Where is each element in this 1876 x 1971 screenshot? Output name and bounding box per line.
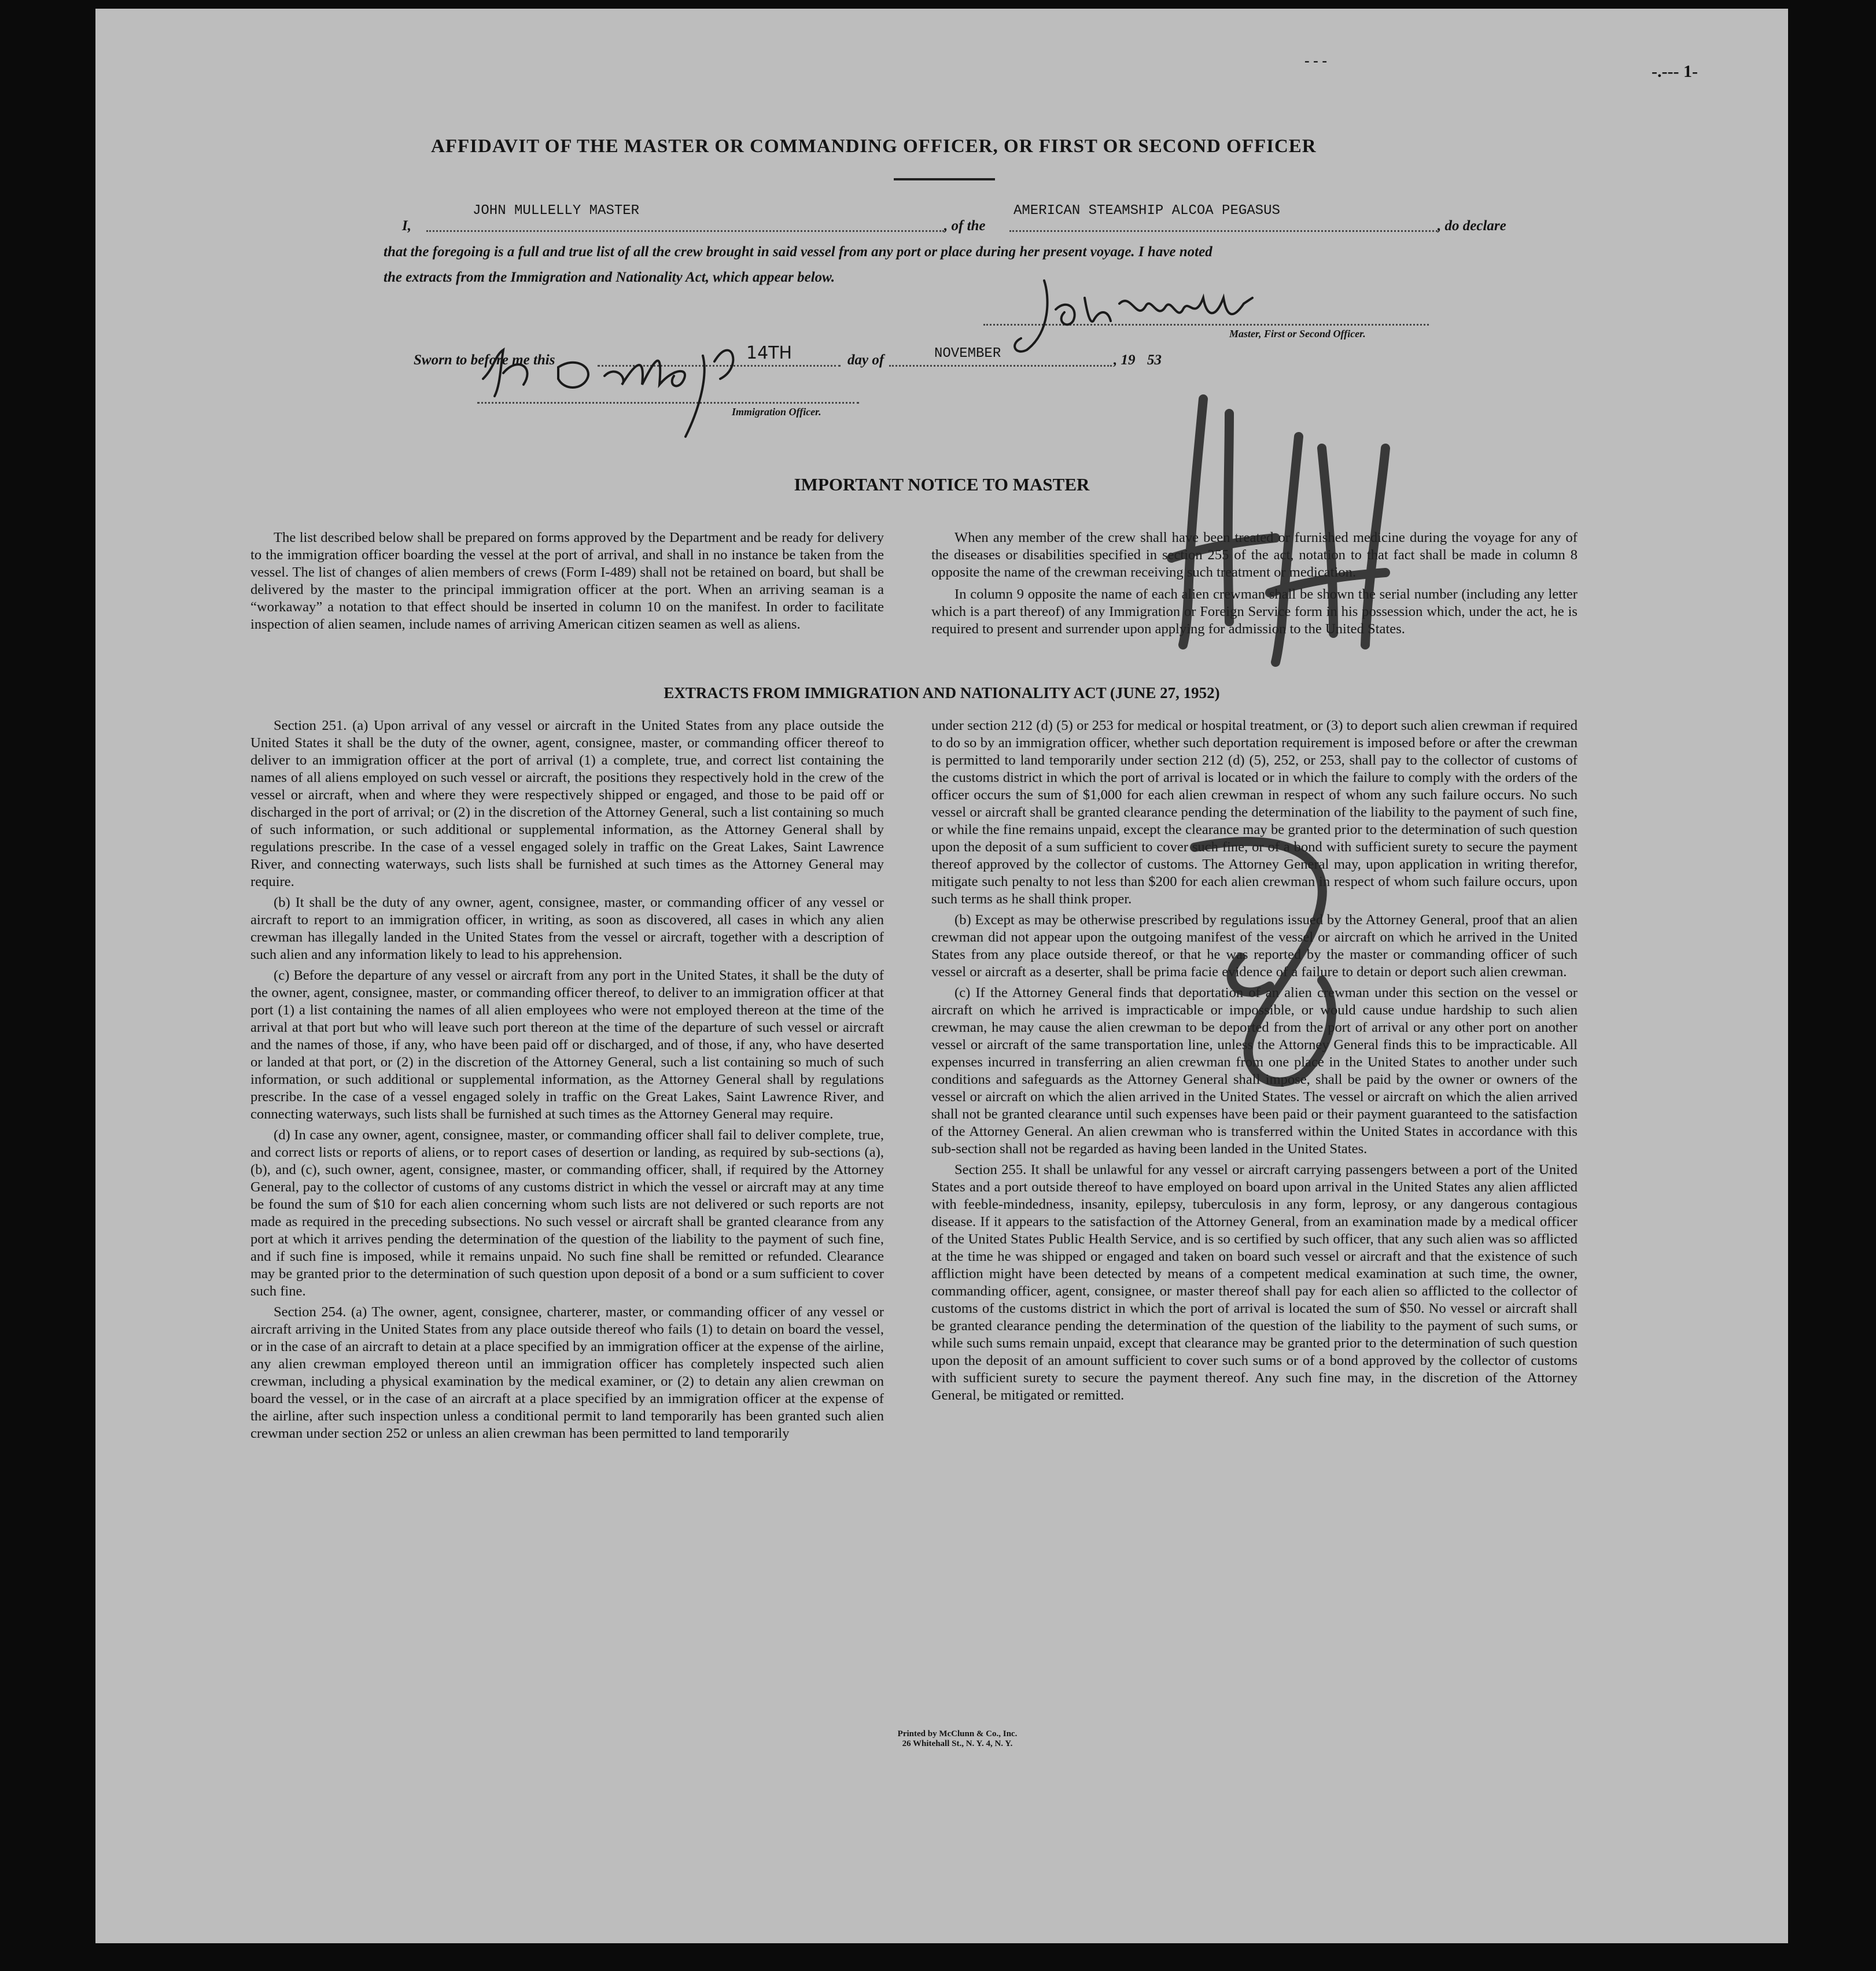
printer-line-1: Printed by McClunn & Co., Inc. — [897, 1729, 1018, 1739]
officer-signature-icon — [483, 350, 733, 437]
form-title: AFFIDAVIT OF THE MASTER OR COMMANDING OFFICER, OR FIRST OR SECOND OFFICER — [431, 136, 1317, 157]
year-value[interactable]: 53 — [1147, 352, 1162, 368]
day-value[interactable]: 14TH — [746, 343, 793, 363]
officer-caption: Immigration Officer. — [732, 406, 821, 418]
extract-paragraph: (d) In case any owner, agent, consignee, master, or commanding officer shall fail to deliver complete, true, and correct lists or reports of aliens, or to report cases of desertion or landing, as required by sub-sections (a), (b), and (c), such owner, agent, consignee, master, or commanding officer, shall, if required by the Attorney General, pay to the collector of customs of any customs district in which the vessel or aircraft may at any time be found the sum of $10 for each alien concerning whom such lists are not delivered or such reports are not made as required in the preceding subsections. No such vessel or aircraft shall be granted clearance from any port at which it arrives pending the determination of the question of the liability to the payment of such fine, and if such fine is imposed, while it remains unpaid. No such fine shall be remitted or refunded. Clearance may be granted prior to the determination of such question upon deposit of a bond or a sum sufficient to cover such fine. — [250, 1127, 884, 1299]
do-declare-label: , do declare — [1438, 218, 1506, 234]
pencil-number-annotation-icon — [1171, 399, 1385, 1082]
year-prefix: , 19 — [1114, 352, 1136, 368]
affidavit-line-3: the extracts from the Immigration and Nationality Act, which appear below. — [384, 270, 835, 285]
affidavit-line-2: that the foregoing is a full and true list of all the crew brought in said vessel from any port or place during her present voyage. I have noted — [384, 244, 1212, 260]
notice-right-paragraph-2: In column 9 opposite the name of each alien crewman shall be shown the serial number (including any letter which is a part thereof) of any Immigration or Foreign Service form in his possession which, under the act, he is required to present and surrender upon applying for admission to the United States. — [931, 586, 1578, 637]
corner-mark: -.--- 1- — [1652, 62, 1698, 81]
master-signature-icon — [1015, 280, 1252, 352]
notice-right-paragraph-1: When any member of the crew shall have been treated or furnished medicine during the voyage for any of the diseases or disabilities specified in section 255 of the act, notation to that fact shall be made in column 8 opposite the name of the crewman receiving such treatment or medication. — [931, 530, 1578, 580]
extract-paragraph: Section 255. It shall be unlawful for any vessel or aircraft carrying passengers between a port of the United States and a port outside thereof to have employed on board upon arrival in the United States any alien afflicted with feeble-mindedness, insanity, epilepsy, tuberculosis in any form, leprosy, or any dangerous contagious disease. If it appears to the satisfaction of the Attorney General, from an examination made by a medical officer of the United States Public Health Service, and is so certified by such officer, that any such alien was so afflicted at the time he was shipped or engaged and taken on board such vessel or aircraft and that the existence of such affliction might have been detected by means of a competent medical examination at such time, the owner, commanding officer, agent, consignee, or master thereof shall pay for each alien so afflicted to the collector of customs of the customs district in which the port of arrival is located the sum of $50. No vessel or aircraft shall be granted clearance pending the determination of the question of the liability to the payment of such sums, or while such sums remain unpaid, except that clearance may be granted prior to the determination of such question upon the deposit of an amount sufficient to cover such sums or of a bond approved by the collector of customs with sufficient surety to secure the payment thereof. Any such fine may, in the discretion of the Attorney General, be mitigated or remitted. — [931, 1162, 1578, 1403]
pre-name-label: I, — [402, 218, 411, 234]
extract-paragraph: under section 212 (d) (5) or 253 for medical or hospital treatment, or (3) to deport such alien crewman if required to do so by an immigration officer, whether such deportation requirement is imposed before or after the crewman is permitted to land temporarily under section 212 (d) (5), 252, or 253, shall pay to the collector of customs of the customs district in which the port of arrival is located or in which the failure to comply with the orders of the officer occurs the sum of $1,000 for each alien crewman in respect of whom any such failure occurs. No such vessel or aircraft shall be granted clearance pending the determination of the liability to the payment of such fine, or while the fine remains unpaid, except the clearance may be granted prior to the determination of such question upon the deposit of a sum sufficient to cover such fine, or of a bond with sufficient surety to secure the payment thereof approved by the collector of customs. The Attorney General may, upon application in writing therefor, mitigate such penalty to not less than $200 for each alien crewman in respect of whom such failure occurs, upon such terms as he shall think proper. — [931, 718, 1578, 907]
month-value[interactable]: NOVEMBER — [934, 346, 1001, 361]
handwriting-overlay — [95, 9, 1788, 1943]
printer-line-2: 26 Whitehall St., N. Y. 4, N. Y. — [902, 1739, 1013, 1748]
extract-paragraph: (c) Before the departure of any vessel or aircraft from any port in the United States, it shall be the duty of the owner, agent, consignee, master, or commanding officer thereof, to deliver to an immigration officer at that port (1) a list containing the names of all alien employees who were not employed thereon at the time of the arrival at that port but who will leave such port thereon at the time of the departure of such vessel or aircraft and the names of those, if any, who have been paid off or discharged, and of those, if any, who have deserted or landed at that port, or (2) in the discretion of the Attorney General, such a list containing so much of such information, or such additional or supplemental information, as the Attorney General shall by regulations prescribe. In the case of a vessel engaged solely in traffic on the Great Lakes, Saint Lawrence River, and connecting waterways, such lists shall be furnished at such times as the Attorney General may require. — [250, 968, 884, 1122]
extract-paragraph: (b) Except as may be otherwise prescribed by regulations issued by the Attorney General, proof that an alien crewman did not appear upon the outgoing manifest of the vessel or aircraft on which he arrived in the United States from any place outside thereof, or that he was reported by the master or commanding officer of such vessel or aircraft as a deserter, shall be prima facie evidence of a failure to detain or deport such alien crewman. — [931, 912, 1578, 980]
extracts-heading: EXTRACTS FROM IMMIGRATION AND NATIONALITY ACT (JUNE 27, 1952) — [664, 684, 1220, 702]
vessel-value[interactable]: AMERICAN STEAMSHIP ALCOA PEGASUS — [1013, 203, 1280, 219]
notice-title: IMPORTANT NOTICE TO MASTER — [794, 474, 1090, 494]
master-caption: Master, First or Second Officer. — [1229, 328, 1366, 339]
notice-left-paragraph: The list described below shall be prepared on forms approved by the Department and be ready for delivery to the immigration officer boarding the vessel at the port of arrival, and shall in no instance be taken from the vessel. The list of changes of alien members of crews (Form I-489) shall not be retained on board, but shall be delivered by the master to the principal immigration officer at the port. When an arriving seaman is a “workaway” a notation to that effect should be inserted in column 10 on the manifest. In order to facilitate inspection of alien seamen, include names of arriving American citizen seamen as well as aliens. — [250, 530, 884, 632]
of-the-label: , of the — [944, 218, 986, 234]
extract-paragraph: (b) It shall be the duty of any owner, agent, consignee, master, or commanding officer of any vessel or aircraft to report to an immigration officer, in writing, as soon as discovered, all cases in which any alien crewman has illegally landed in the United States from the vessel or aircraft, together with a description of such alien and any information likely to lead to his apprehension. — [250, 895, 884, 962]
extract-paragraph: (c) If the Attorney General finds that deportation of an alien crewman under this section on the vessel or aircraft on which he arrived is impracticable or impossible, or would cause undue hardship to such alien crewman, he may cause the alien crewman to be deported from the port of arrival or any other port on another vessel or aircraft of the same transportation line, unless the Attorney General finds this to be impracticable. All expenses incurred in transferring an alien crewman from one place in the United States to another under such conditions and safeguards as the Attorney General shall impose, shall be paid by the owner or owners of the vessel or aircraft on which the alien arrived in the United States. The vessel or aircraft on which the alien arrived shall not be granted clearance until such expenses have been paid or their payment guaranteed to the satisfaction of the Attorney General. An alien crewman who is transferred within the United States in accordance with this sub-section shall not be regarded as having been landed in the United States. — [931, 985, 1578, 1157]
top-mark: - - - — [1304, 52, 1327, 69]
day-of-label: day of — [847, 352, 884, 368]
name-value[interactable]: JOHN MULLELLY MASTER — [473, 203, 640, 219]
extract-paragraph: Section 251. (a) Upon arrival of any vessel or aircraft in the United States from any place outside the United States it shall be the duty of the owner, agent, consignee, master, or commanding officer thereof to deliver to an immigration officer at the port of arrival (1) a complete, true, and correct list containing the names of all aliens employed on such vessel or aircraft, the positions they respectively hold in the crew of the vessel or aircraft, when and where they were respectively shipped or engaged, and those to be paid off or discharged in the port of arrival; or (2) in the discretion of the Attorney General, such a list containing so much of such information, or such additional or supplemental information, as the Attorney General shall by regulations prescribe. In the case of a vessel engaged solely in traffic on the Great Lakes, Saint Lawrence River, and connecting waterways, such lists shall be furnished at such times as the Attorney General may require. — [250, 718, 884, 889]
extract-paragraph: Section 254. (a) The owner, agent, consignee, charterer, master, or commanding officer of any vessel or aircraft arriving in the United States from any place outside thereof who fails (1) to detain on board the vessel, or in the case of an aircraft to detain at a place specified by an immigration officer at the expense of the airline, any alien crewman employed thereon until an immigration officer has completely inspected such alien crewman, including a physical examination by the medical examiner, or (2) to detain any alien crewman on board the vessel, or in the case of an aircraft at a place specified by an immigration officer at the expense of the airline, after such inspection unless a conditional permit to land temporarily has been granted such alien crewman under section 252 or unless an alien crewman has been permitted to land temporarily — [250, 1304, 884, 1441]
form-sheet — [95, 9, 1788, 1943]
sworn-label: Sworn to before me this — [414, 352, 555, 368]
